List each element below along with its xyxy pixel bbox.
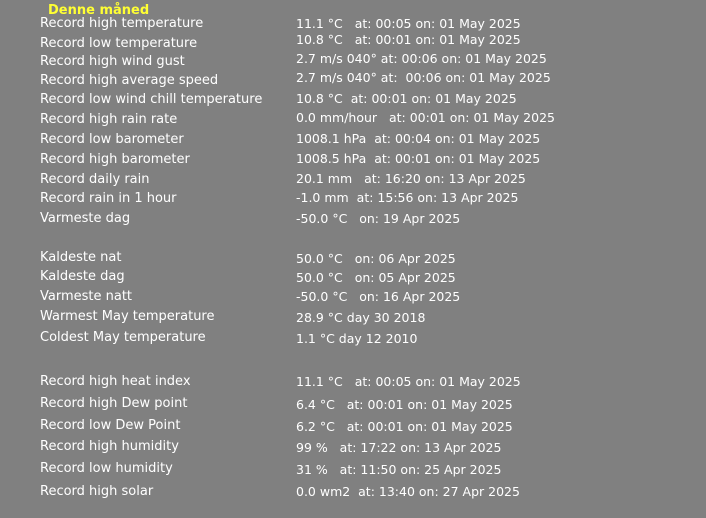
page-title: Denne måned: [48, 3, 150, 18]
record-value: 0.0 mm/hour at: 00:01 on: 01 May 2025: [296, 110, 555, 125]
record-label: Record high rain rate: [40, 112, 178, 127]
record-value: 50.0 °C on: 05 Apr 2025: [296, 270, 456, 285]
record-value: -50.0 °C on: 16 Apr 2025: [296, 289, 461, 304]
record-row: [0, 460, 706, 478]
record-label: Record high wind gust: [40, 54, 185, 69]
record-label: Varmeste natt: [40, 289, 133, 304]
record-row: [0, 395, 706, 413]
record-value: 1008.1 hPa at: 00:04 on: 01 May 2025: [296, 131, 541, 146]
record-label: Record rain in 1 hour: [40, 191, 177, 206]
record-label: Record low barometer: [40, 132, 184, 147]
record-label: Record high temperature: [40, 16, 204, 31]
record-label: Record daily rain: [40, 172, 150, 187]
record-label: Record low Dew Point: [40, 418, 181, 433]
record-value: 6.4 °C at: 00:01 on: 01 May 2025: [296, 397, 513, 412]
record-row: [0, 249, 706, 267]
record-row: [0, 72, 706, 90]
record-row: [0, 210, 706, 228]
record-label: Record high barometer: [40, 152, 190, 167]
record-value: 10.8 °C at: 00:01 on: 01 May 2025: [296, 91, 517, 106]
record-row: [0, 151, 706, 169]
record-label: Record high average speed: [40, 73, 219, 88]
record-row: [0, 171, 706, 189]
record-value: 10.8 °C at: 00:01 on: 01 May 2025: [296, 32, 521, 47]
record-value: 6.2 °C at: 00:01 on: 01 May 2025: [296, 419, 513, 434]
record-row: [0, 308, 706, 326]
record-label: Kaldeste dag: [40, 269, 125, 284]
record-label: Varmeste dag: [40, 211, 131, 226]
record-row: [0, 288, 706, 306]
record-value: -50.0 °C on: 19 Apr 2025: [296, 211, 461, 226]
record-label: Record high humidity: [40, 439, 179, 454]
record-value: 2.7 m/s 040° at: 00:06 on: 01 May 2025: [296, 51, 547, 66]
record-label: Record high Dew point: [40, 396, 188, 411]
record-label: Record high solar: [40, 484, 154, 499]
record-row: [0, 438, 706, 456]
record-label: Kaldeste nat: [40, 250, 122, 265]
record-row: [0, 417, 706, 435]
record-label: Record low temperature: [40, 36, 198, 51]
record-value: 50.0 °C on: 06 Apr 2025: [296, 251, 456, 266]
record-row: [0, 483, 706, 501]
record-value: 28.9 °C day 30 2018: [296, 310, 426, 325]
record-value: 11.1 °C at: 00:05 on: 01 May 2025: [296, 16, 521, 31]
record-row: [0, 329, 706, 347]
record-value: 20.1 mm at: 16:20 on: 13 Apr 2025: [296, 171, 526, 186]
record-value: 11.1 °C at: 00:05 on: 01 May 2025: [296, 374, 521, 389]
record-row: [0, 91, 706, 109]
record-value: 99 % at: 17:22 on: 13 Apr 2025: [296, 440, 502, 455]
record-value: 2.7 m/s 040° at: 00:06 on: 01 May 2025: [296, 70, 551, 85]
record-label: Warmest May temperature: [40, 309, 215, 324]
record-value: 1008.5 hPa at: 00:01 on: 01 May 2025: [296, 151, 541, 166]
record-row: [0, 268, 706, 286]
record-value: 31 % at: 11:50 on: 25 Apr 2025: [296, 462, 502, 477]
record-label: Record high heat index: [40, 374, 191, 389]
record-row: [0, 373, 706, 391]
record-value: -1.0 mm at: 15:56 on: 13 Apr 2025: [296, 190, 519, 205]
record-label: Record low humidity: [40, 461, 173, 476]
record-row: [0, 111, 706, 129]
record-label: Coldest May temperature: [40, 330, 206, 345]
record-row: [0, 131, 706, 149]
record-label: Record low wind chill temperature: [40, 92, 263, 107]
record-value: 1.1 °C day 12 2010: [296, 331, 418, 346]
record-row: [0, 190, 706, 208]
record-value: 0.0 wm2 at: 13:40 on: 27 Apr 2025: [296, 484, 520, 499]
